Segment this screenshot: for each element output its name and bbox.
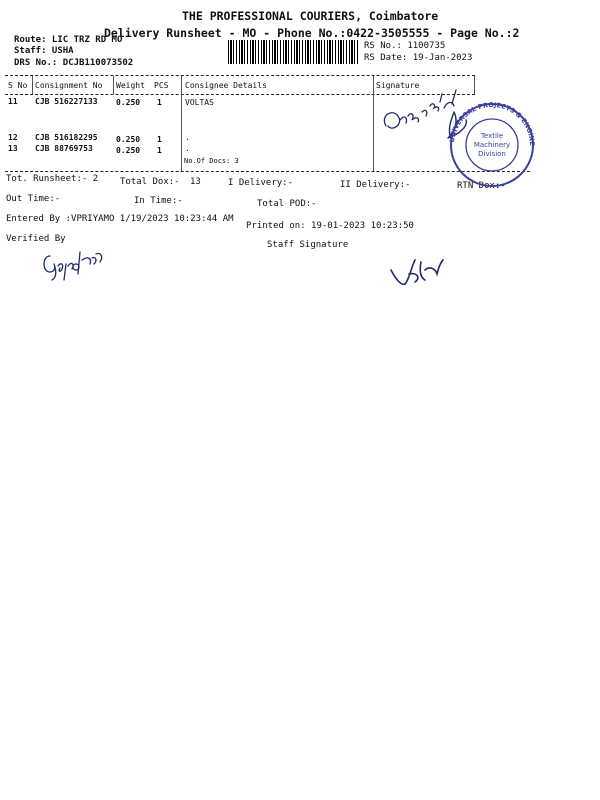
verified-by: Verified By [6, 234, 66, 244]
stamp-outer-text: UNIVERSAL PROJECTS & ENGINEERING SERVICES LIMITED [433, 94, 537, 146]
row-pcs: 1 [157, 98, 162, 107]
out-time: Out Time:- [6, 194, 61, 204]
drs-number: DRS No.: DCJB110073502 [14, 58, 134, 68]
i-delivery: I Delivery:- [228, 178, 294, 188]
verifier-signature [40, 242, 120, 282]
col-divider [32, 76, 33, 94]
row-weight: 0.250 [116, 146, 141, 155]
col-header-weight: Weight [116, 81, 145, 90]
ii-delivery: II Delivery:- [340, 180, 411, 190]
rs-number: RS No.: 1100735 [364, 41, 446, 51]
svg-text:Machinery: Machinery [473, 141, 511, 149]
staff-signature-label: Staff Signature [267, 240, 349, 250]
route-label: Route: LIC TRZ RD MO [14, 35, 123, 45]
printed-on: Printed on: 19-01-2023 10:23:50 [246, 221, 414, 231]
row-pcs: 1 [157, 146, 162, 155]
row-details: . [185, 133, 190, 142]
svg-text:Division: Division [478, 150, 506, 158]
row-consignment: CJB 516182295 [35, 133, 98, 142]
company-stamp [433, 94, 547, 190]
col-header-sno: S No [8, 81, 28, 90]
col-header-signature: Signature [376, 81, 420, 90]
row-weight: 0.250 [116, 135, 141, 144]
col-header-consignment: Consignment No [35, 81, 103, 90]
col-divider [373, 76, 374, 171]
staff-signature [385, 248, 445, 298]
row-details: . [185, 144, 190, 153]
col-divider [181, 76, 182, 171]
svg-text:Textile: Textile [480, 132, 504, 140]
total-dox-value: 13 [190, 177, 201, 187]
tot-runsheet: Tot. Runsheet:- 2 [6, 174, 99, 184]
row-details: VOLTAS [185, 98, 214, 107]
no-of-docs: No.Of Docs: 3 [184, 157, 239, 165]
company-title: THE PROFESSIONAL COURIERS, Coimbatore [182, 9, 439, 23]
row-sno: 13 [8, 144, 18, 153]
row-sno: 12 [8, 133, 18, 142]
rtn-dox: RTN Dox:- [457, 181, 506, 191]
row-sno: 11 [8, 97, 18, 106]
total-dox-label: Total Dox:- [120, 177, 180, 187]
barcode [228, 40, 360, 64]
row-consignment: CJB 516227133 [35, 97, 98, 106]
col-divider [113, 76, 114, 94]
total-pod: Total POD:- [257, 199, 317, 209]
runsheet-subtitle: Delivery Runsheet - MO - Phone No.:0422-3505555 - Page No.:2 [104, 26, 520, 40]
col-header-pcs: PCS [154, 81, 169, 90]
in-time: In Time:- [134, 196, 183, 206]
col-header-consignee: Consignee Details [185, 81, 267, 90]
rs-date: RS Date: 19-Jan-2023 [364, 53, 473, 63]
row-pcs: 1 [157, 135, 162, 144]
entered-by: Entered By :VPRIYAMO 1/19/2023 10:23:44 AM [6, 214, 234, 224]
table-top-rule [5, 75, 475, 76]
staff-label: Staff: USHA [14, 46, 74, 56]
row-consignment: CJB 88769753 [35, 144, 93, 153]
row-weight: 0.250 [116, 98, 141, 107]
